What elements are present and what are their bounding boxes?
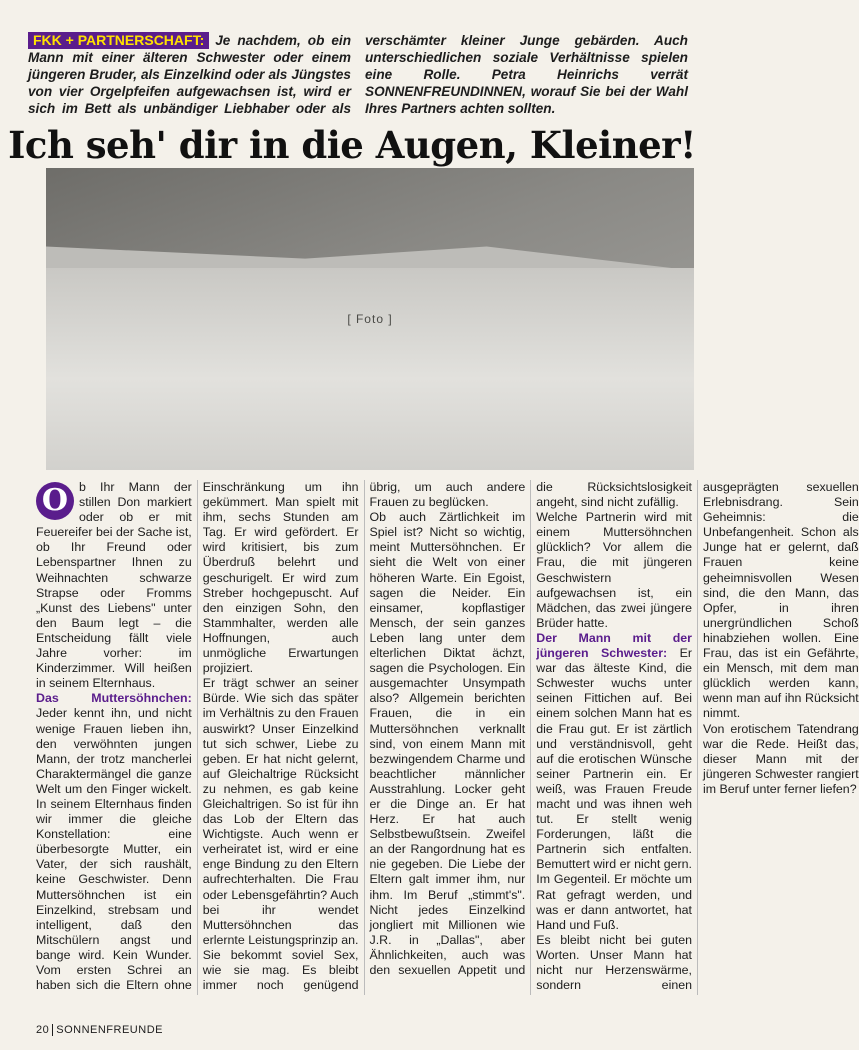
drop-cap: O (36, 482, 74, 520)
page-footer (36, 1022, 163, 1038)
paragraph: Von erotischem Tatendrang war die Rede. Heißt das, dieser Mann mit der jüngeren Schwester rangiert im Beruf unter ferner liefen? (703, 721, 859, 796)
article-body (36, 480, 859, 995)
paragraph: Das Muttersöhnchen: Jeder kennt ihn, und nicht wenige Frauen lieben ihn, den verwöhnten jungen Mann, der trotz mancherlei Charaktermängel die ganze Welt um den Finger wickelt. In seinem Elternhaus finden wir immer die gleiche Konstellation: eine überbesorgte Mutter, ein Vater, der sich raushält, keine Geschwister. Denn Muttersöhnchen ist ein Einzelkind, strebsam und intelligent, daß den Mitschülern angst und bange wird. Kein Wunder. Vom ersten Schrei an haben sich die Eltern ohne Einschränkung um ihn gekümmert. Man spielt mit ihm, sechs Stunden am Tag. Er wird gefördert. Er wird kritisiert, bis zum Überdruß belehrt und geschurigelt. Er wird zum Streber hochgepuscht. Auf den einzigen Sohn, den Stammhalter, werden alle Hoffnungen, auch unmögliche Erwartungen projiziert. (36, 480, 359, 993)
subheading: Der Mann mit der jüngeren Schwester: (536, 630, 692, 661)
paragraph: O b Ihr Mann der stillen Don markiert oder ob er mit Feuereifer bei der Sache ist, ob Ihr Freund oder Lebenspartner Ihnen zu Weihnachten schwarze Strapse oder Fromms „Kunst des Liebens" unter den Baum legt – die Entscheidung fällt viele Jahre vorher: im Kinderzimmer. Will heißen in seinem Elternhaus. (36, 480, 192, 691)
article-photo (46, 168, 694, 470)
intro-body: Je nachdem, ob ein Mann mit einer älteren Schwester oder einem jüngeren Bruder, als Einzelkind oder als Jüngstes von vier Orgelpfeifen aufgewachsen ist, wird er sich im Bett als unbändiger Liebhaber oder als verschämter kleiner Junge gebärden. Auch unterschiedlichen soziale Verhältnisse spielen eine Rolle. Petra Heinrichs verrät SONNENFREUNDINNEN, worauf Sie bei der Wahl Ihres Partners achten sollten. (28, 33, 688, 116)
page-number: 20 (36, 1024, 53, 1036)
intro-text (28, 32, 688, 122)
paragraph: Er trägt schwer an seiner Bürde. Wie sich das später im Verhältnis zu den Frauen auswirkt? Unser Einzelkind tut sich schwer, Liebe zu geben. Er hat nicht gelernt, auf Gleichaltrige Rücksicht zu nehmen, es gab keine Gleichaltrigen. So ist für ihn das Lob der Eltern das Wichtigste. Auch wenn er verheiratet ist, wird er eine enge Bindung zu den Eltern aufrechterhalten. Die Frau oder Lebensgefährtin? Auch bei ihr wendet Muttersöhnchen das erlernte Leistungsprinzip an. Sie bekommt soviel Sex, wie sie mag. Es bleibt immer noch genügend übrig, um auch andere Frauen zu beglücken. (202, 480, 526, 993)
subheading: Das Muttersöhnchen: (36, 691, 192, 706)
paragraph: Welche Partnerin wird mit einem Muttersöhnchen glücklich? Vor allem die Frau, die mit jüngeren Geschwistern aufgewachsen ist, ein Mädchen, das zwei jüngere Brüder hatte. (536, 510, 692, 630)
photo-placeholder: [ Foto ] (347, 312, 393, 326)
headline: Ich seh' dir in die Augen, Kleiner! (8, 123, 696, 167)
section-kicker: FKK + PARTNERSCHAFT: (28, 32, 209, 49)
paragraph: Es bleibt nicht bei guten Worten. Unser Mann hat nicht nur Herzenswärme, sondern einen ausgeprägten sexuellen Erlebnisdrang. Sein Geheimnis: die Unbefangenheit. Schon als Junge hat er gelernt, daß Frauen keine geheimnisvollen Wesen sind, die den Mann, das Opfer, in ihren unergründlichen Schoß hinabziehen wollen. Eine Frau, das ist ein Gefährte, ein Mensch, mit dem man glücklich werden kann, wenn man auf ihn Rücksicht nimmt. (536, 480, 859, 993)
paragraph: Der Mann mit der jüngeren Schwester: Er war das älteste Kind, die Schwester wuchs unter seinen Fittichen auf. Bei einem solchen Mann hat es die Frau gut. Er ist zärtlich und verständnisvoll, geht auf die erotischen Wünsche seiner Partnerin ein. Er weiß, was Frauen Freude macht und was ihnen weh tut. Er stellt wenig Forderungen, läßt die Partnerin sich entfalten. Bemuttert wird er nicht gern. Im Gegenteil. Er möchte um Rat gefragt werden, und was er dann antwortet, hat Hand und Fuß. (536, 630, 692, 932)
magazine-name: SONNENFREUNDE (56, 1024, 163, 1036)
paragraph: Ob auch Zärtlichkeit im Spiel ist? Nicht so wichtig, meint Muttersöhnchen. Er sieht die Welt von einer höheren Warte. Ein Egoist, sagen die Neider. Ein einsamer, kopflastiger Mensch, der sein ganzes Leben lang unter dem elterlichen Diktat ächzt, sagen die Psychologen. Ein ausgemachter Unsympath also? Allgemein berichten Frauen, die in ein Muttersöhnchen verknallt sind, von einem Mann mit bezwingendem Charme und beachtlicher männlicher Ausstrahlung. Locker geht er die Dinge an. Er hat Herz. Er hat auch Selbstbewußtsein. Zweifel an der Rangordnung hat es nie gegeben. Die Liebe der Eltern galt immer ihm, nur ihm. Im Beruf „stimmt's". Nicht jedes Einzelkind jongliert mit Millionen wie J.R. in „Dallas", aber Ähnlichkeiten, auch was den sexuellen Appetit und die Rücksichtslosigkeit angeht, sind nicht zufällig. (369, 480, 692, 977)
